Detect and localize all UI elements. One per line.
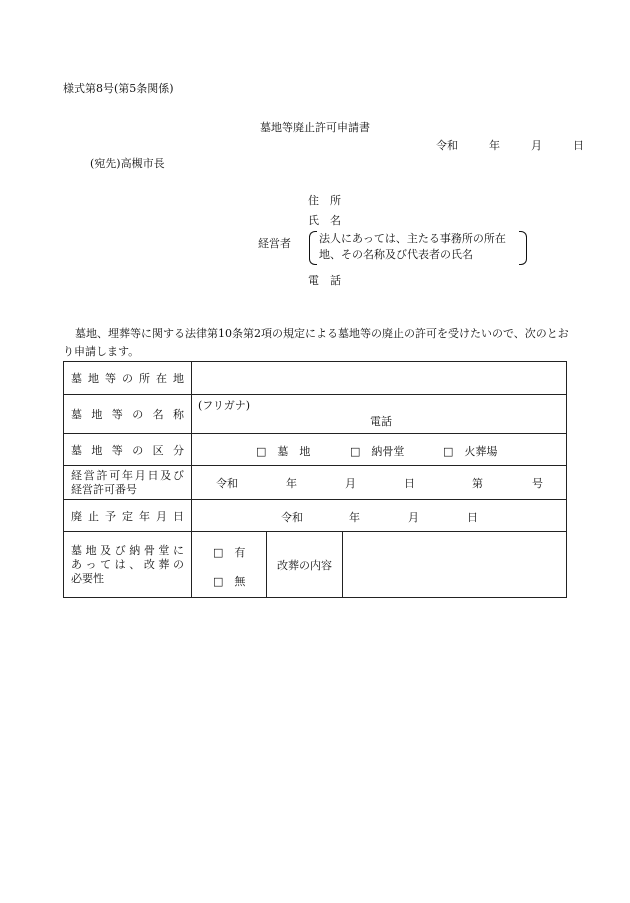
- left-bracket: [309, 231, 317, 265]
- document-title: 墓地等廃止許可申請書: [260, 121, 370, 134]
- date-day: 日: [573, 139, 584, 152]
- reburial-content-label: 改葬の内容: [267, 532, 343, 598]
- abolish-date-field[interactable]: [192, 500, 567, 532]
- application-table: [63, 361, 567, 598]
- permit-month: 月: [345, 477, 356, 490]
- operator-label: 経営者: [258, 237, 291, 250]
- reburial-label-line1: 墓地及び納骨堂に: [71, 543, 184, 557]
- furigana-label: (フリガナ): [198, 399, 251, 412]
- permit-go: 号: [532, 477, 543, 490]
- reburial-yes-option[interactable]: □ 有: [213, 546, 246, 559]
- permit-label-line2: 経営許可番号: [71, 482, 137, 496]
- facility-phone-label: 電話: [370, 415, 392, 428]
- permit-day: 日: [404, 477, 415, 490]
- abolish-era: 令和: [281, 511, 303, 524]
- corporate-note-line2: 地、その名称及び代表者の氏名: [319, 248, 473, 261]
- reburial-label-line2: あっては、改葬の: [71, 557, 184, 571]
- facility-name-field[interactable]: [192, 395, 567, 434]
- permit-year: 年: [286, 477, 297, 490]
- abolish-month: 月: [408, 511, 419, 524]
- permit-field[interactable]: [192, 466, 567, 500]
- reburial-label-line3: 必要性: [71, 571, 104, 585]
- abolish-year: 年: [349, 511, 360, 524]
- corporate-note: [309, 230, 527, 264]
- abolish-date-label: 廃止予定年月日: [64, 500, 192, 532]
- facility-name-label: 墓地等の名称: [64, 395, 192, 434]
- date-month: 月: [531, 139, 542, 152]
- table-row-name: [64, 395, 567, 434]
- option-ossuary[interactable]: □ 納骨堂: [350, 445, 405, 458]
- option-crematorium[interactable]: □ 火葬場: [443, 445, 498, 458]
- reburial-need-label: [64, 532, 192, 598]
- table-row-abolish-date: [64, 500, 567, 532]
- addressee: (宛先)高槻市長: [90, 157, 165, 170]
- category-label: 墓地等の区分: [64, 434, 192, 466]
- permit-dai: 第: [472, 477, 483, 490]
- reburial-content-field[interactable]: [343, 532, 567, 598]
- body-paragraph: 墓地、埋葬等に関する法律第10条第2項の規定による墓地等の廃止の許可を受けたいので、次のとおり申請します。: [63, 327, 569, 358]
- address-label: 住 所: [308, 194, 341, 207]
- right-bracket: [519, 231, 527, 265]
- application-date: [436, 137, 584, 153]
- table-row-permit: [64, 466, 567, 500]
- location-label: 墓地等の所在地: [64, 362, 192, 395]
- option-cemetery[interactable]: □ 墓 地: [256, 445, 311, 458]
- table-row-category: [64, 434, 567, 466]
- date-era: 令和: [436, 139, 458, 152]
- phone-label: 電 話: [308, 274, 341, 287]
- permit-label: [64, 466, 192, 500]
- category-options: [192, 434, 567, 466]
- form-number: 様式第8号(第5条関係): [63, 82, 174, 95]
- reburial-yes-no: [192, 532, 267, 598]
- date-year: 年: [489, 139, 500, 152]
- corporate-note-line1: 法人にあっては、主たる事務所の所在: [319, 232, 506, 245]
- reburial-no-option[interactable]: □ 無: [213, 575, 246, 588]
- location-field[interactable]: [192, 362, 567, 395]
- permit-era: 令和: [216, 477, 238, 490]
- table-row-reburial: [64, 532, 567, 598]
- name-label: 氏 名: [308, 214, 341, 227]
- table-row-location: [64, 362, 567, 395]
- abolish-day: 日: [467, 511, 478, 524]
- permit-label-line1: 経営許可年月日及び: [71, 468, 184, 482]
